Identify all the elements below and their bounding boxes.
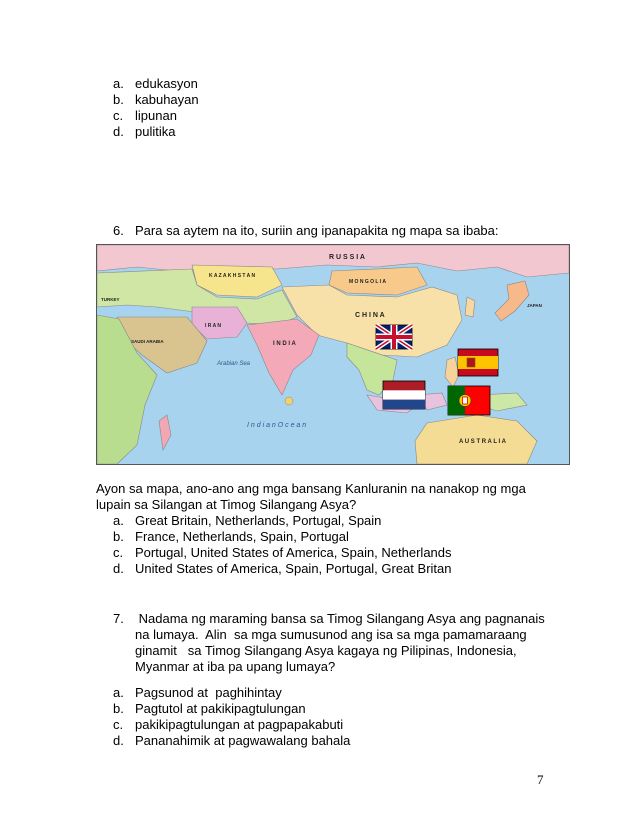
q6-question-line2: lupain sa Silangan at Timog Silangang Asya? [96, 497, 357, 512]
portugal-flag [448, 386, 490, 415]
option-text: Pagtutol at pakikipagtulungan [135, 701, 306, 716]
q5-option-a [113, 75, 198, 92]
netherlands-flag [383, 381, 425, 409]
korea-region [465, 297, 475, 317]
option-label: c. [113, 108, 124, 123]
option-text: edukasyon [135, 76, 198, 91]
q5-option-d [113, 123, 175, 140]
option-label: a. [113, 513, 124, 528]
option-label: b. [113, 529, 124, 544]
spain-flag [458, 349, 498, 376]
option-label: d. [113, 561, 124, 576]
question-number: 6. [113, 223, 124, 238]
saudi-arabia-label: SAUDI ARABIA [131, 339, 164, 344]
q7-line-4: Myanmar at iba pa upang lumaya? [135, 659, 336, 674]
turkey-label: TURKEY [101, 297, 120, 302]
question-text: Para sa aytem na ito, suriin ang ipanapakita ng mapa sa ibaba: [135, 223, 499, 238]
option-label: d. [113, 733, 124, 748]
indian-ocean-label: I n d i a n O c e a n [247, 422, 307, 429]
iran-label: I R A N [205, 323, 222, 329]
q7-line-1 [113, 610, 545, 627]
q5-option-b [113, 91, 199, 108]
china-label: C H I N A [355, 312, 385, 319]
option-label: b. [113, 701, 124, 716]
india-label: I N D I A [273, 341, 296, 347]
option-text: kabuhayan [135, 92, 199, 107]
q6-option-b [113, 528, 349, 545]
q7-option-b [113, 700, 306, 717]
q7-option-a [113, 684, 282, 701]
q6-prompt [113, 222, 499, 239]
option-label: b. [113, 92, 124, 107]
option-label: c. [113, 545, 124, 560]
australia-label: A U S T R A L I A [459, 439, 507, 445]
option-text: United States of America, Spain, Portugal, Great Britan [135, 561, 452, 576]
mongolia-label: M O N G O L I A [349, 279, 386, 285]
option-text: Pananahimik at pagwawalang bahala [135, 733, 351, 748]
question-number: 7. [113, 611, 124, 626]
q7-option-d [113, 732, 350, 749]
option-label: a. [113, 76, 124, 91]
q6-question-line1: Ayon sa mapa, ano-ano ang mga bansang Kanluranin na nanakop ng mga [96, 481, 526, 496]
option-label: a. [113, 685, 124, 700]
option-text: Great Britain, Netherlands, Portugal, Spain [135, 513, 382, 528]
q7-option-c [113, 716, 343, 733]
option-text: Pagsunod at paghihintay [135, 685, 282, 700]
q6-option-a [113, 512, 381, 529]
q6-option-d [113, 560, 452, 577]
q5-option-c [113, 107, 177, 124]
kazakhstan-label: K A Z A K H S T A N [209, 273, 256, 279]
option-text: Portugal, United States of America, Spain, Netherlands [135, 545, 452, 560]
asia-map-graphic [97, 245, 569, 464]
great-britain-flag [376, 325, 412, 349]
sri-lanka-region [285, 397, 293, 405]
option-label: c. [113, 717, 124, 732]
page-number: 7 [537, 772, 544, 787]
russia-label: R U S S I A [329, 254, 365, 261]
japan-label: JAPAN [527, 303, 542, 308]
q7-line-3: ginamit sa Timog Silangang Asya kagaya ng Pilipinas, Indonesia, [135, 643, 517, 658]
q7-line-2: na lumaya. Alin sa mga sumusunod ang isa sa mga pamamaraang [135, 627, 527, 642]
option-text: pakikipagtulungan at pagpapakabuti [135, 717, 344, 732]
q6-option-c [113, 544, 452, 561]
option-label: d. [113, 124, 124, 139]
option-text: lipunan [135, 108, 177, 123]
question-text: Nadama ng maraming bansa sa Timog Silangang Asya ang pagnanais [135, 611, 545, 626]
arabian-sea-label: Arabian Sea [217, 361, 251, 367]
option-text: France, Netherlands, Spain, Portugal [135, 529, 349, 544]
asia-map [96, 244, 570, 465]
option-text: pulitika [135, 124, 176, 139]
